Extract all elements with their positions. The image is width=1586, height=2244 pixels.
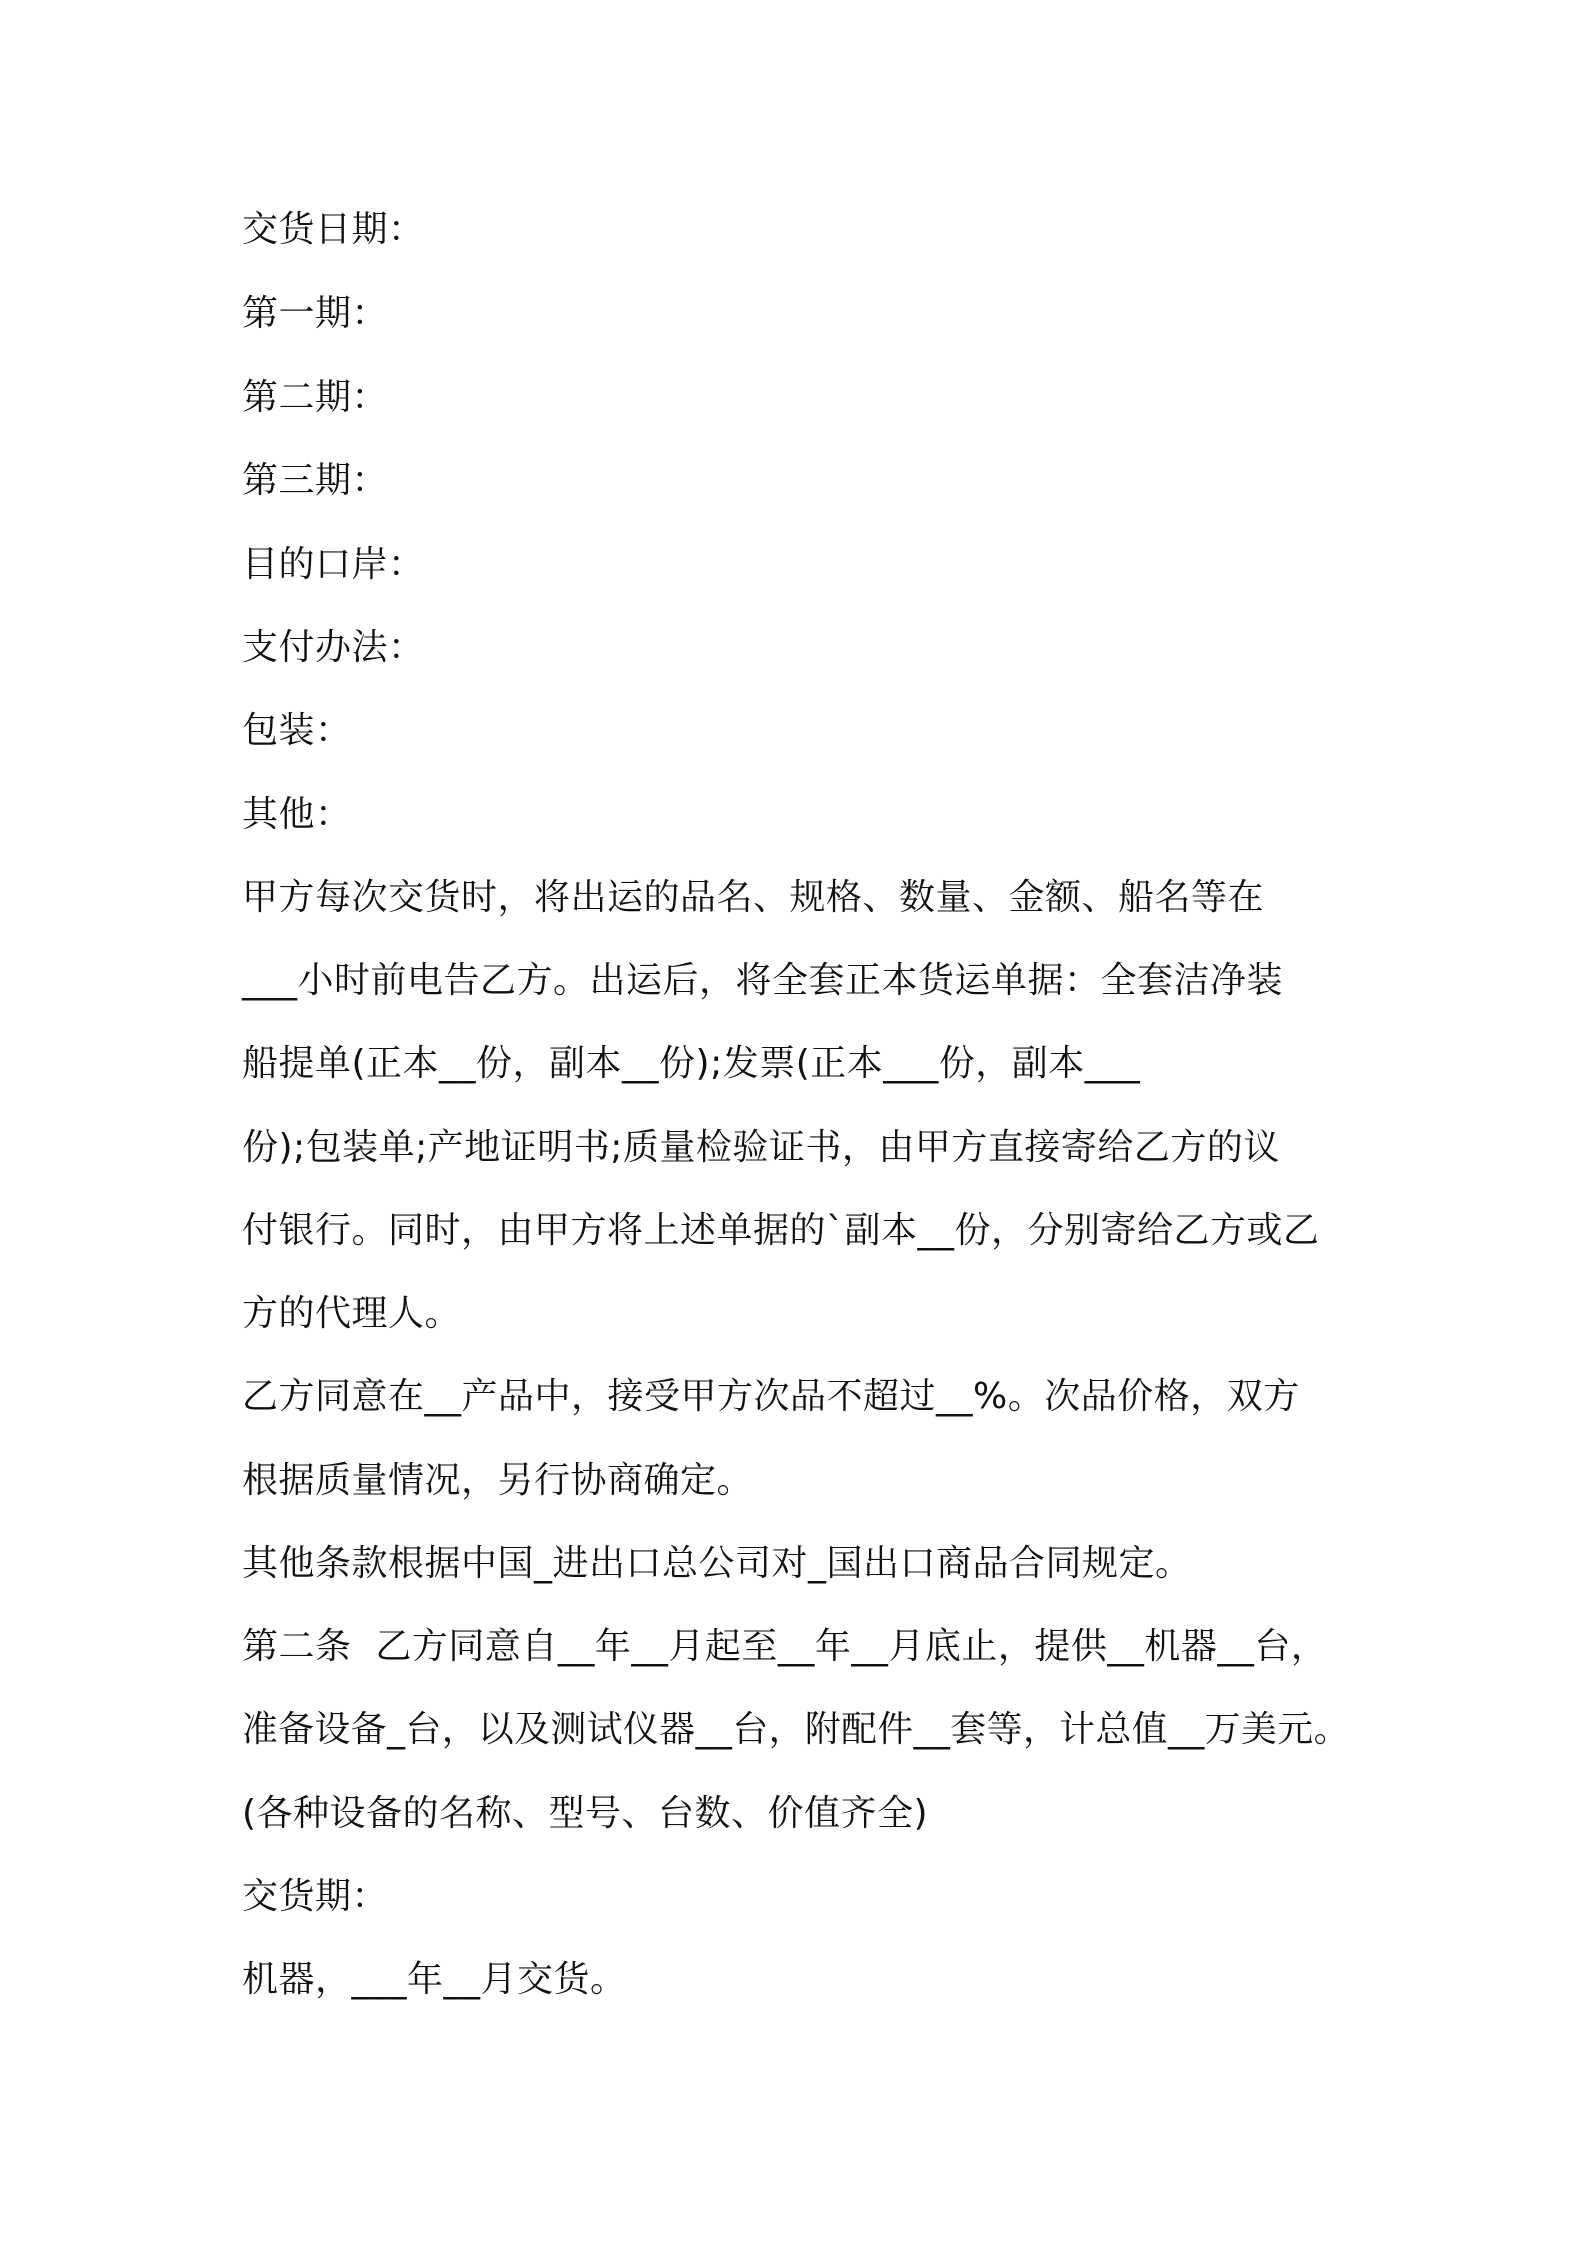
text-line: 包装： bbox=[242, 710, 352, 751]
text-line: 甲方每次交货时，将出运的品名、规格、数量、金额、船名等在 bbox=[242, 877, 1265, 918]
text-line: 第二期： bbox=[242, 377, 389, 418]
text-line: 份);包装单;产地证明书;质量检验证书，由甲方直接寄给乙方的议 bbox=[242, 1127, 1280, 1168]
text-line: 准备设备_台，以及测试仪器__台，附配件__套等，计总值__万美元。 bbox=[242, 1709, 1350, 1750]
text-line: 交货期： bbox=[242, 1876, 389, 1917]
text-line: 机器，___年__月交货。 bbox=[242, 1959, 627, 2000]
text-line: (各种设备的名称、型号、台数、价值齐全) bbox=[242, 1793, 929, 1834]
text-line: 支付办法： bbox=[242, 627, 425, 668]
text-line: 其他： bbox=[242, 794, 352, 835]
text-line: 其他条款根据中国_进出口总公司对_国出口商品合同规定。 bbox=[242, 1543, 1192, 1584]
text-line: ___小时前电告乙方。出运后，将全套正本货运单据：全套洁净装 bbox=[242, 960, 1284, 1001]
text-line: 付银行。同时，由甲方将上述单据的`副本__份，分别寄给乙方或乙 bbox=[242, 1210, 1320, 1251]
text-line: 船提单(正本__份，副本__份);发票(正本___份，副本___ bbox=[242, 1043, 1141, 1084]
text-line: 交货日期： bbox=[242, 209, 425, 250]
text-line: 方的代理人。 bbox=[242, 1293, 462, 1334]
text-line: 乙方同意在__产品中，接受甲方次品不超过__%。次品价格，双方 bbox=[242, 1376, 1300, 1417]
text-line: 第一期： bbox=[242, 293, 389, 334]
text-line: 第二条 乙方同意自__年__月起至__年__月底止，提供__机器__台， bbox=[242, 1626, 1328, 1667]
text-line: 第三期： bbox=[242, 460, 389, 501]
text-line: 目的口岸： bbox=[242, 544, 425, 585]
text-line: 根据质量情况，另行协商确定。 bbox=[242, 1460, 754, 1501]
